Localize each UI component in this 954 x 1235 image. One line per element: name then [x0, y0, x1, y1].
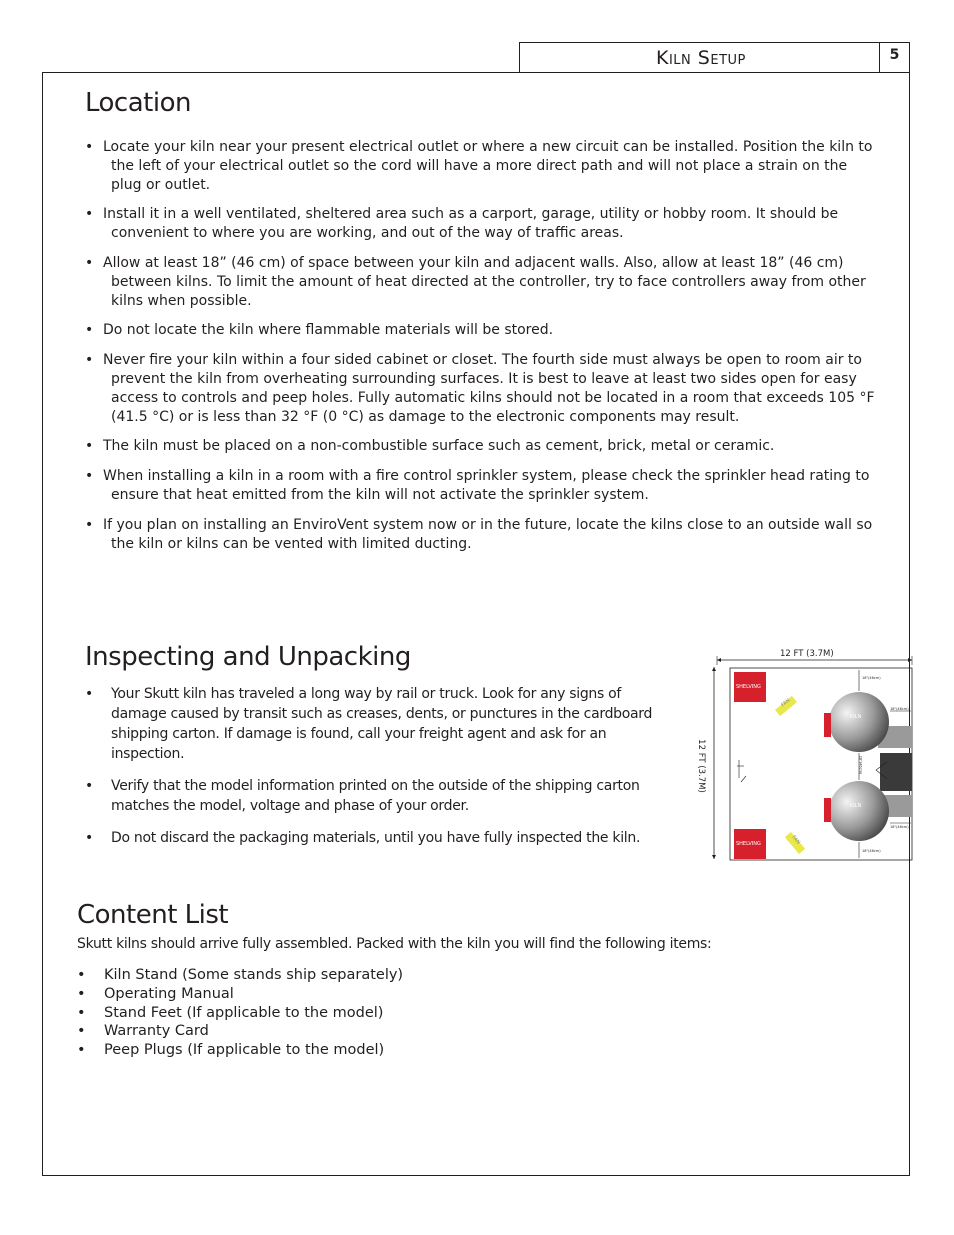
content-list: [77, 966, 403, 1060]
location-heading: Location: [85, 88, 191, 118]
controller-top: [824, 713, 831, 737]
kiln-label: KILN: [850, 803, 862, 809]
kiln-layout-diagram: [690, 645, 915, 865]
list-item: • Kiln Stand (Some stands ship separately): [77, 966, 403, 985]
clearance-label: 18"(46cm): [862, 849, 881, 853]
list-item: • Verify that the model information printed on the outside of the shipping carton matches the model, voltage and phase of your order.: [85, 776, 675, 816]
content-list-heading: Content List: [77, 900, 229, 930]
shelving-label: SHELVING: [736, 841, 761, 847]
kiln-label: KILN: [850, 714, 862, 720]
clearance-label: 18"(46cm): [858, 755, 863, 775]
list-item: • Peep Plugs (If applicable to the model): [77, 1041, 403, 1060]
list-item: • Never fire your kiln within a four sided cabinet or closet. The fourth side must always be open to room air to prevent the kiln from overheating surrounding surfaces. It is best to leave at least two sides open for easy access to controls and peep holes. Fully automatic kilns should not be located in a room that exceeds 105 °F (41.5 °C) or is less than 32 °F (0 °C) as damage to the electronic components may result.: [85, 351, 875, 426]
section-title: Kiln Setup: [656, 47, 746, 69]
list-item: • The kiln must be placed on a non-combustible surface such as cement, brick, metal or ceramic.: [85, 437, 875, 456]
fan-label: FAN: [780, 697, 792, 709]
list-item: • Allow at least 18” (46 cm) of space between your kiln and adjacent walls. Also, allow at least 18” (46 cm) between kilns. To limit the amount of heat directed at the controller, try to face controllers away from other kilns when possible.: [85, 254, 875, 310]
clearance-label: 18"(46cm): [890, 825, 909, 829]
clearance-label: 18"(46cm): [862, 676, 881, 680]
controller-bottom: [824, 798, 831, 822]
clearance-label: 18"(46cm): [890, 707, 909, 711]
list-item: • Your Skutt kiln has traveled a long way by rail or truck. Look for any signs of damage caused by transit such as creases, dents, or punctures in the cardboard shipping carton. If damage is found, call your freight agent and ask for an inspection.: [85, 684, 675, 764]
list-item: • Install it in a well ventilated, sheltered area such as a carport, garage, utility or hobby room. It should be convenient to where you are working, and out of the way of traffic areas.: [85, 205, 875, 243]
width-label: 12 FT (3.7M): [780, 649, 834, 659]
height-label: 12 FT (3.7M): [695, 739, 706, 793]
kiln-layout-drawing: [690, 645, 915, 865]
fan-label: FAN: [790, 834, 802, 846]
list-item: • Warranty Card: [77, 1022, 403, 1041]
content-intro: Skutt kilns should arrive fully assembled. Packed with the kiln you will find the following items:: [77, 936, 712, 952]
list-item: • When installing a kiln in a room with a fire control sprinkler system, please check the sprinkler head rating to ensure that heat emitted from the kiln will not activate the sprinkler system.: [85, 467, 875, 505]
inspecting-list: [85, 684, 675, 860]
list-item: • Operating Manual: [77, 985, 403, 1004]
list-item: • Locate your kiln near your present electrical outlet or where a new circuit can be installed. Position the kiln to the left of your electrical outlet so the cord will have a more direct path and will not place a strain on the plug or outlet.: [85, 138, 875, 194]
page-number: 5: [889, 47, 900, 63]
page-number-box: [879, 42, 910, 73]
inspecting-heading: Inspecting and Unpacking: [85, 642, 411, 672]
vent-motor: [880, 753, 912, 791]
list-item: • Do not discard the packaging materials, until you have fully inspected the kiln.: [85, 828, 675, 848]
list-item: • Do not locate the kiln where flammable materials will be stored.: [85, 321, 875, 340]
list-item: • If you plan on installing an EnviroVent system now or in the future, locate the kilns close to an outside wall so the kiln or kilns can be vented with limited ducting.: [85, 516, 875, 554]
section-header: [519, 42, 880, 73]
shelving-label: SHELVING: [736, 684, 761, 690]
kiln-top: [829, 692, 889, 752]
kiln-bottom: [829, 781, 889, 841]
list-item: • Stand Feet (If applicable to the model): [77, 1004, 403, 1023]
location-list: [85, 138, 875, 564]
